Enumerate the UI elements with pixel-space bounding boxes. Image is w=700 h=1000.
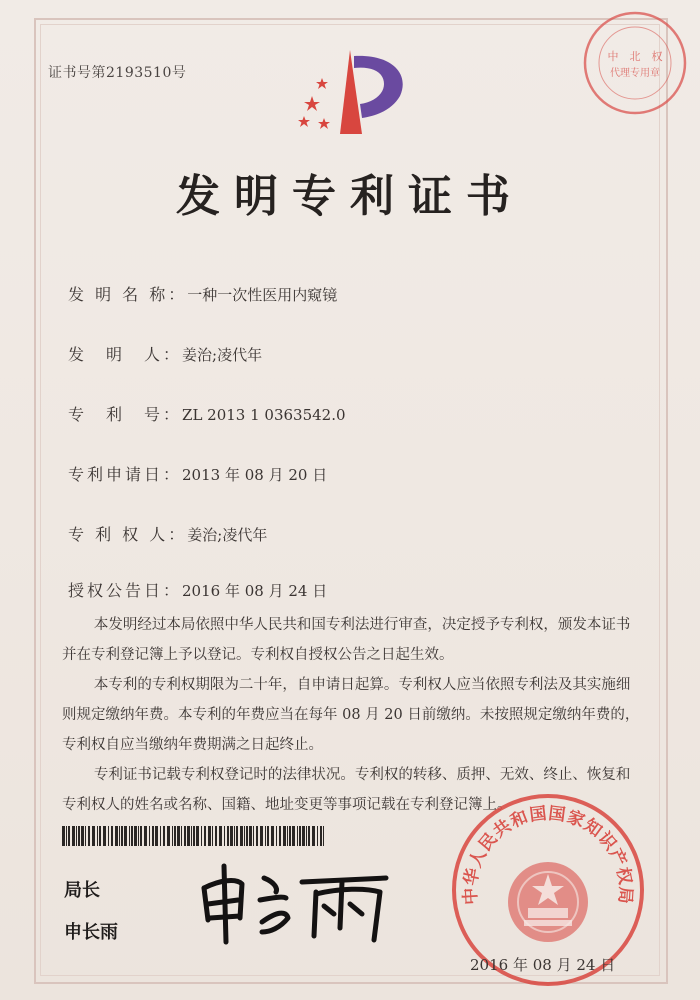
barcode-bar [131, 826, 133, 846]
field-inventor [68, 342, 262, 365]
barcode-bar [129, 826, 130, 846]
barcode-bar [88, 826, 90, 846]
barcode-bar [163, 826, 165, 846]
barcode-bar [227, 826, 229, 846]
certificate-number: 证书号第2193510号 [48, 65, 187, 81]
field-grant-date [68, 578, 327, 601]
barcode-bar [76, 826, 77, 846]
barcode-bar [184, 826, 186, 846]
barcode-bar [181, 826, 182, 846]
barcode-bar [138, 826, 139, 846]
barcode-bar [187, 826, 190, 846]
barcode-bar [236, 826, 238, 846]
barcode-bar [177, 826, 180, 846]
field-label: 专 利 权 人： [68, 525, 188, 544]
director-title: 局长 [64, 880, 100, 901]
barcode-bar [92, 826, 95, 846]
barcode-bar [155, 826, 158, 846]
barcode-bar [167, 826, 170, 846]
barcode-bar [212, 826, 213, 846]
body-paragraph: 本专利的专利权期限为二十年，自申请日起算。专利权人应当依照专利法及其实施细则规定缴纳年费。本专利的年费应当在每年 08 月 20 日前缴纳。未按照规定缴纳年费的，专利权自应当缴纳年费期满之日起终止。 [62, 677, 640, 753]
field-patent-number [68, 402, 346, 425]
patent-office-logo-icon [292, 44, 412, 144]
barcode-bar [121, 826, 123, 846]
barcode-bar [115, 826, 118, 846]
barcode-bar [191, 826, 192, 846]
field-label: 授权公告日： [68, 581, 183, 600]
barcode-bar [253, 826, 254, 846]
barcode-bar [152, 826, 154, 846]
barcode-bar [302, 826, 305, 846]
barcode-bar [320, 826, 322, 846]
barcode-bar [249, 826, 252, 846]
barcode-bar [119, 826, 120, 846]
agency-stamp-icon [580, 8, 690, 118]
barcode-bar [240, 826, 243, 846]
body-paragraph: 本发明经过本局依照中华人民共和国专利法进行审查，决定授予专利权，颁发本证书并在专利登记簿上予以登记。专利权自授权公告之日起生效。 [62, 617, 631, 663]
barcode-bar [234, 826, 235, 846]
barcode-bar [201, 826, 202, 846]
barcode-bar [244, 826, 245, 846]
barcode-bar [308, 826, 310, 846]
barcode-bar [144, 826, 147, 846]
barcode-bar [172, 826, 173, 846]
barcode-bar [99, 826, 101, 846]
field-value: 2013 年 08 月 20 日 [182, 466, 328, 484]
barcode-bar [276, 826, 277, 846]
barcode-bar [62, 826, 65, 846]
field-label: 发 明 人： [68, 345, 183, 364]
barcode-bar [196, 826, 199, 846]
seal-date: 2016 年 08 月 24 日 [470, 956, 616, 974]
barcode-bar [160, 826, 161, 846]
barcode-icon [62, 826, 324, 846]
barcode-bar [306, 826, 307, 846]
body-paragraph: 专利证书记载专利权登记时的法律状况。专利权的转移、质押、无效、终止、恢复和专利权人的姓名或名称、国籍、地址变更等事项记载在专利登记簿上。 [62, 767, 631, 813]
barcode-bar [267, 826, 269, 846]
barcode-bar [208, 826, 211, 846]
barcode-bar [103, 826, 106, 846]
field-label: 专利申请日： [68, 465, 183, 484]
barcode-bar [215, 826, 217, 846]
barcode-bar [97, 826, 98, 846]
barcode-bar [224, 826, 225, 846]
barcode-bar [317, 826, 318, 846]
field-label: 发 明 名 称： [68, 285, 188, 304]
barcode-bar [271, 826, 274, 846]
barcode-bar [297, 826, 298, 846]
barcode-bar [124, 826, 127, 846]
barcode-bar [279, 826, 281, 846]
field-application-date [68, 462, 327, 485]
director-name: 申长雨 [64, 922, 118, 943]
barcode-bar [299, 826, 301, 846]
field-patentee [68, 522, 267, 545]
barcode-bar [219, 826, 222, 846]
barcode-bar [78, 826, 80, 846]
certificate-body [62, 610, 644, 820]
barcode-bar [66, 826, 67, 846]
barcode-bar [149, 826, 150, 846]
barcode-bar [323, 826, 324, 846]
barcode-bar [140, 826, 142, 846]
seal-text: 中华人民共和国国家知识产权局 [460, 803, 636, 906]
barcode-bar [85, 826, 86, 846]
barcode-bar [287, 826, 288, 846]
signature-icon [190, 848, 410, 948]
barcode-bar [246, 826, 248, 846]
barcode-bar [193, 826, 195, 846]
barcode-bar [204, 826, 206, 846]
barcode-bar [256, 826, 258, 846]
field-value: ZL 2013 1 0363542.0 [182, 406, 346, 424]
barcode-bar [134, 826, 137, 846]
field-value: 一种一次性医用内窥镜 [187, 286, 338, 304]
field-value: 姜治;凌代年 [187, 526, 268, 544]
barcode-bar [68, 826, 70, 846]
field-value: 姜治;凌代年 [182, 346, 263, 364]
agency-stamp-sub-text: 代理专用章 [610, 68, 660, 79]
field-invention-name [68, 282, 337, 305]
barcode-bar [230, 826, 233, 846]
barcode-bar [72, 826, 75, 846]
barcode-bar [312, 826, 315, 846]
barcode-bar [81, 826, 84, 846]
barcode-bar [292, 826, 295, 846]
field-value: 2016 年 08 月 24 日 [182, 582, 328, 600]
barcode-bar [289, 826, 291, 846]
barcode-bar [174, 826, 176, 846]
barcode-bar [111, 826, 113, 846]
barcode-bar [283, 826, 286, 846]
barcode-bar [260, 826, 263, 846]
agency-stamp-center-text: 中 北 权 [607, 50, 663, 63]
barcode-bar [108, 826, 109, 846]
field-label: 专 利 号： [68, 405, 183, 424]
certificate-title: 发明专利证书 [176, 171, 524, 222]
barcode-bar [265, 826, 266, 846]
